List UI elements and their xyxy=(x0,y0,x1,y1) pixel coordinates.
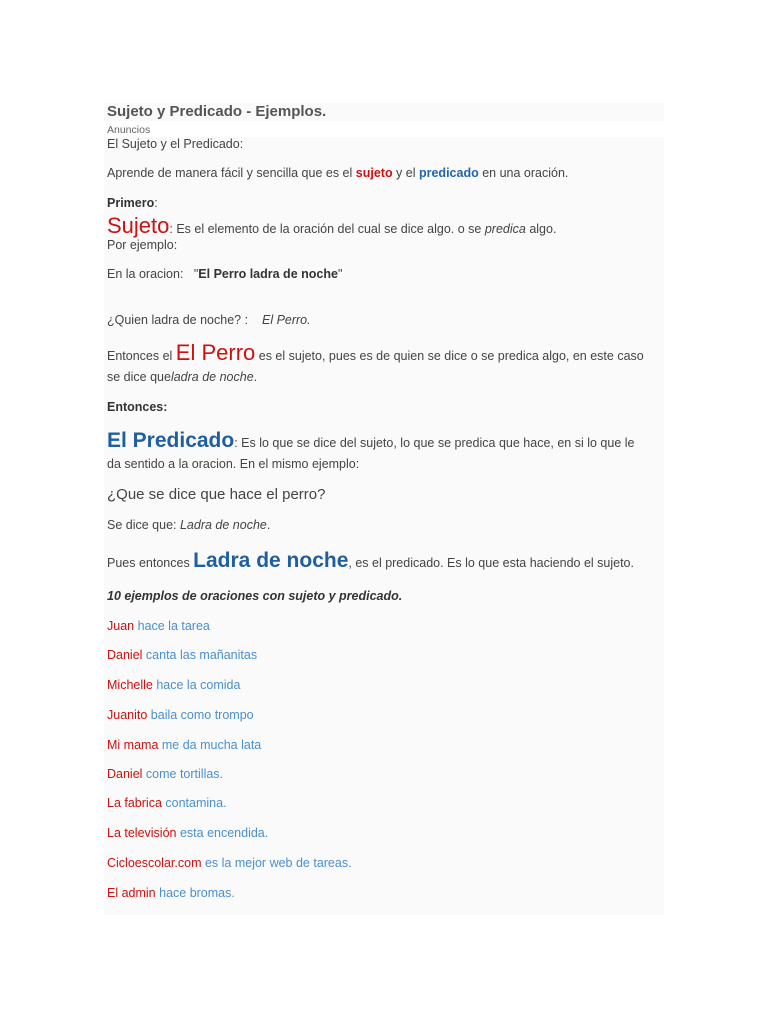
pues-line xyxy=(107,547,634,577)
se-dice-ital: Ladra de noche xyxy=(179,518,267,532)
primero-label xyxy=(107,196,158,211)
example-predicate: hace la comida xyxy=(152,678,241,692)
se-dice-before: Se dice que: xyxy=(107,518,180,532)
example-subject: Michelle xyxy=(107,678,153,692)
example-predicate: come tortillas. xyxy=(142,767,224,781)
page-title: Sujeto y Predicado - Ejemplos. xyxy=(107,103,327,120)
example-predicate: es la mejor web de tareas. xyxy=(201,856,352,870)
example-subject: Juan xyxy=(107,619,135,633)
example-predicate: baila como trompo xyxy=(147,708,254,722)
se-dice-line xyxy=(107,518,270,533)
example-predicate: me da mucha lata xyxy=(158,738,262,752)
quien-line xyxy=(107,313,311,328)
open-quote: " xyxy=(193,267,199,281)
example-subject: La televisión xyxy=(107,826,177,840)
quien-question: ¿Quien ladra de noche? : xyxy=(107,313,249,327)
pues-after: , es el predicado. Es lo que esta haciendo el sujeto. xyxy=(348,556,634,570)
sujeto-heading: Sujeto xyxy=(107,213,170,238)
pues-before: Pues entonces xyxy=(107,556,194,570)
predica-word: predica xyxy=(484,222,526,236)
example-item xyxy=(107,708,254,723)
ads-label: Anuncios xyxy=(107,124,151,136)
en-la-oracion-label: En la oracion: xyxy=(107,267,184,281)
entonces-el-line xyxy=(107,340,644,369)
se-dice-que: se dice que xyxy=(107,370,171,384)
example-item xyxy=(107,678,240,693)
por-ejemplo: Por ejemplo: xyxy=(107,238,178,252)
se-dice-end: . xyxy=(266,518,271,532)
entonces-after: es el sujeto, pues es de quien se dice o se predica algo, en este caso xyxy=(255,349,644,363)
example-item xyxy=(107,619,210,634)
close-quote: " xyxy=(337,267,343,281)
example-predicate: canta las mañanitas xyxy=(142,648,258,662)
example-predicate: hace bromas. xyxy=(155,886,235,900)
primero-colon: : xyxy=(154,196,158,210)
quien-answer: El Perro. xyxy=(261,313,311,327)
example-subject: Daniel xyxy=(107,648,143,662)
example-subject: El admin xyxy=(107,886,156,900)
example-subject: Juanito xyxy=(107,708,148,722)
example-item xyxy=(107,886,235,901)
aprende-before: Aprende de manera fácil y sencilla que es el xyxy=(107,166,356,180)
examples-heading: 10 ejemplos de oraciones con sujeto y predicado. xyxy=(107,589,403,603)
entonces-el-line2 xyxy=(107,370,257,385)
predicado-heading: El Predicado xyxy=(107,429,235,452)
example-item xyxy=(107,648,257,663)
primero-text: Primero xyxy=(107,196,155,210)
example-item xyxy=(107,856,352,871)
example-end: . xyxy=(264,826,269,840)
example-subject: Mi mama xyxy=(107,738,159,752)
ladra-de-noche-ital: ladra de noche xyxy=(170,370,254,384)
ladra-de-noche-big: Ladra de noche xyxy=(193,549,349,572)
en-la-oracion xyxy=(107,267,342,282)
question-two: ¿Que se dice que hace el perro? xyxy=(107,486,326,503)
entonces-before: Entonces el xyxy=(107,349,176,363)
aprende-mid: y el xyxy=(392,166,419,180)
predicado-definition xyxy=(107,427,634,457)
aprende-paragraph xyxy=(107,166,568,181)
example-item xyxy=(107,767,223,782)
el-perro-big: El Perro xyxy=(175,340,256,365)
sujeto-def-text: : Es el elemento de la oración del cual se dice algo. o se xyxy=(169,222,485,236)
example-end: . xyxy=(223,796,227,810)
example-subject: Daniel xyxy=(107,767,143,781)
sujeto-def-end: algo. xyxy=(525,222,557,236)
predicado-def-line2: da sentido a la oracion. En el mismo ejemplo: xyxy=(107,457,360,471)
example-item xyxy=(107,738,261,753)
example-item xyxy=(107,796,227,811)
example-subject: La fabrica xyxy=(107,796,162,810)
example-subject: Cicloescolar.com xyxy=(107,856,202,870)
period: . xyxy=(253,370,258,384)
predicado-def-text: : Es lo que se dice del sujeto, lo que se predica que hace, en si lo que le xyxy=(234,436,635,450)
entonces-label: Entonces: xyxy=(107,400,168,414)
intro-text: El Sujeto y el Predicado: xyxy=(107,137,244,151)
example-predicate: contamina xyxy=(161,796,224,810)
example-phrase: El Perro ladra de noche xyxy=(198,267,338,281)
sujeto-keyword: sujeto xyxy=(355,166,393,180)
predicado-keyword: predicado xyxy=(418,166,479,180)
example-item xyxy=(107,826,268,841)
aprende-after: en una oración. xyxy=(478,166,569,180)
example-predicate: hace la tarea xyxy=(134,619,210,633)
example-predicate: esta encendida xyxy=(176,826,265,840)
